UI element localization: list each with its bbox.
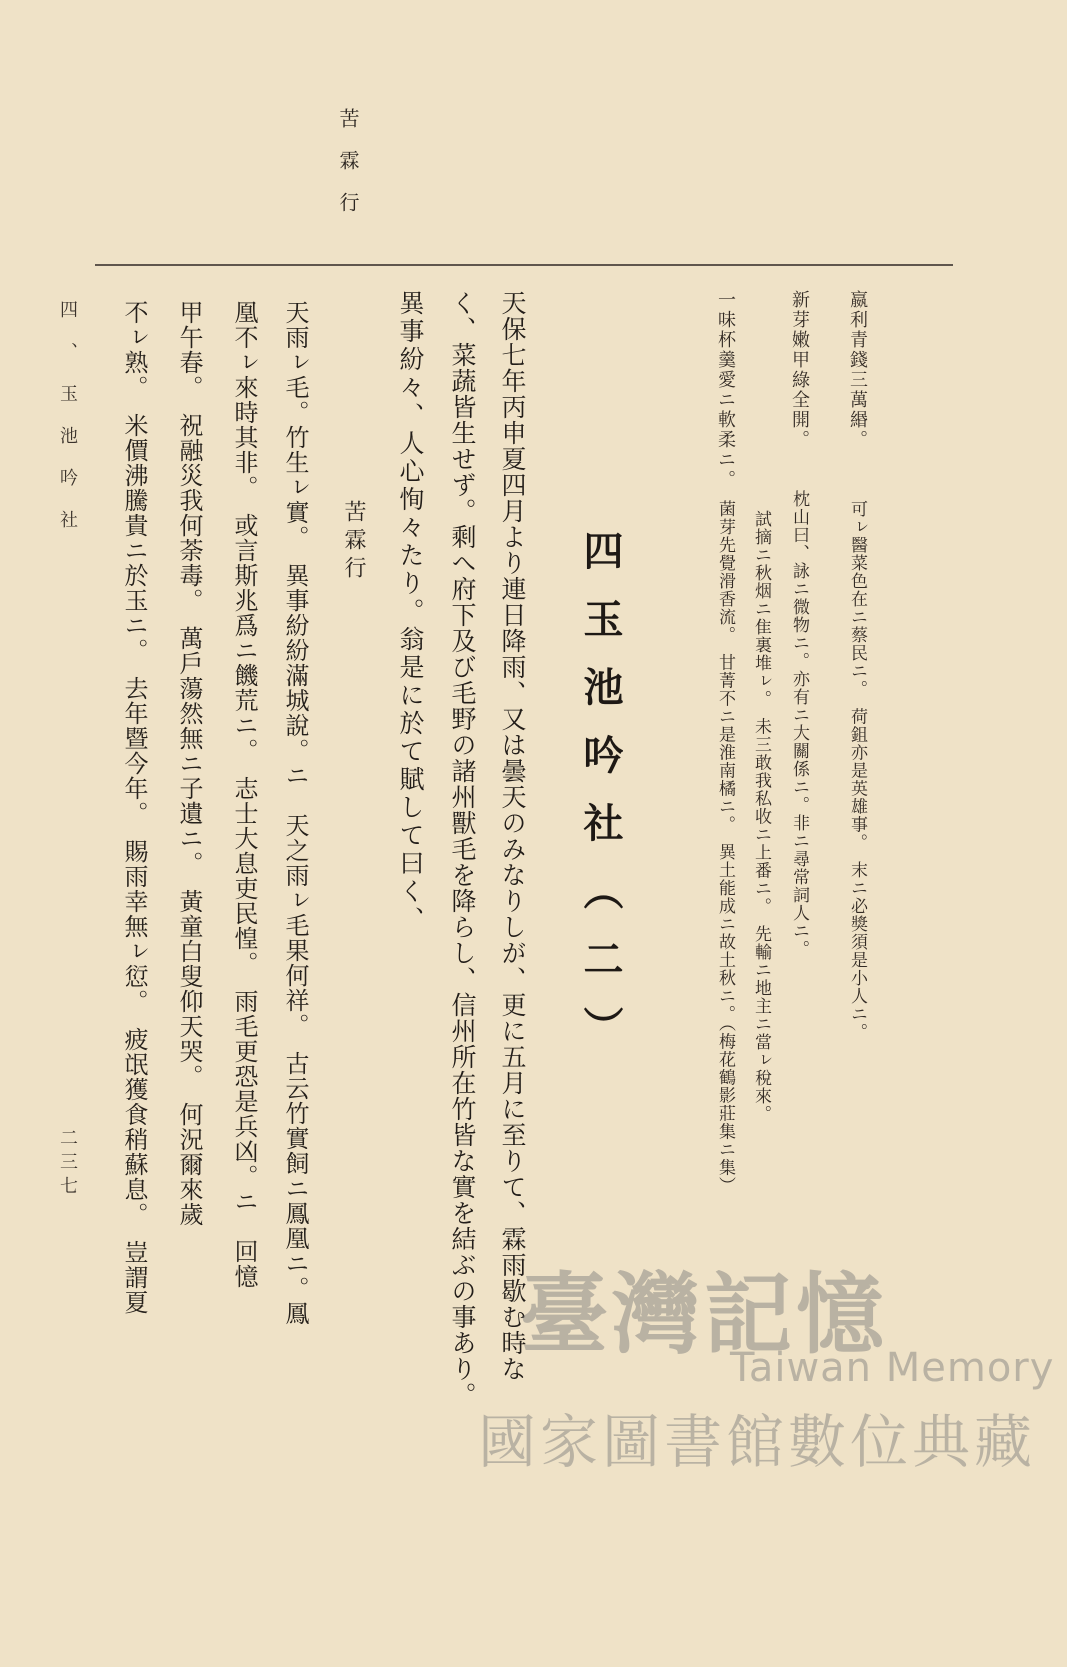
footer-label: 四、玉池吟社 <box>57 300 78 552</box>
poem-title: 苦霖行 <box>341 500 366 584</box>
running-head: 苦霖行 <box>336 108 360 234</box>
top-column-2: 可ㇾ醫菜色在ニ蔡民ニ。 荷鉏亦是英雄事。 末ニ必獎須是小人ニ。 <box>847 500 867 1041</box>
top-column-4: 枕山曰、詠ニ微物ニ。亦有ニ大關係ニ。非ニ尋常詞人ニ。 <box>789 490 809 958</box>
watermark-english: Taiwan Memory <box>730 1345 1055 1391</box>
top-column-7: 菌芽先覺滑香流。 甘菁不ニ是淮南橘ニ。 異土能成ニ故土秋ニ。（梅花鶴影莊集ニ集） <box>715 500 735 1195</box>
page-number: 二三七 <box>57 1128 78 1200</box>
top-column-1: 嬴利青錢三萬緡。 <box>847 290 868 450</box>
prose-column-1: 天保七年丙申夏四月より連日降雨、又は曇天のみなりしが、更に五月に至りて、霖雨歇む時な <box>498 290 527 1382</box>
poem-column-2: 凰不ㇾ來時其非。 或言斯兆爲ニ饑荒ニ。 志士大息吏民惶。 雨毛更恐是兵凶。ニ 回憶 <box>230 300 258 1289</box>
prose-column-2: く、菜蔬皆生せず。剩へ府下及び毛野の諸州獸毛を降らし、信州所在竹皆な實を結ぶの事あり。 <box>448 290 477 1408</box>
watermark-chinese: 臺灣記憶 <box>520 1263 889 1366</box>
poem-column-1: 天雨ㇾ毛。竹生ㇾ實。 異事紛紛滿城說。ニ 天之雨ㇾ毛果何祥。 古云竹實飼ニ鳳凰ニ。鳳 <box>281 300 309 1326</box>
top-column-5: 試摘ニ秋烟ニ隹裏堆ㇾ。 未三敢我私收ニ上番ニ。 先輸ニ地主ニ當ㇾ稅來。 <box>751 510 771 1123</box>
poem-column-3: 甲午春。 祝融災我何荼毒。 萬戶蕩然無ニ子遺ニ。 黃童白叟仰天哭。 何況爾來歲 <box>175 300 203 1227</box>
header-rule <box>95 264 953 266</box>
top-column-3: 新芽嫩甲綠全開。 <box>789 290 810 450</box>
top-column-6: 一味杯羹愛ニ軟柔ニ。 <box>715 290 736 490</box>
section-title: 四玉池吟社（二） <box>577 530 624 1074</box>
poem-column-4: 不ㇾ熟。 米價沸騰貴ニ於玉ニ。 去年暨今年。 賜雨幸無ㇾ愆。 疲氓獲食稍蘇息。 豈謂夏 <box>120 300 148 1315</box>
watermark-library: 國家圖書館數位典藏 <box>478 1408 1037 1476</box>
prose-column-3: 異事紛々、人心恂々たり。翁是に於て賦して曰く、 <box>396 290 425 934</box>
